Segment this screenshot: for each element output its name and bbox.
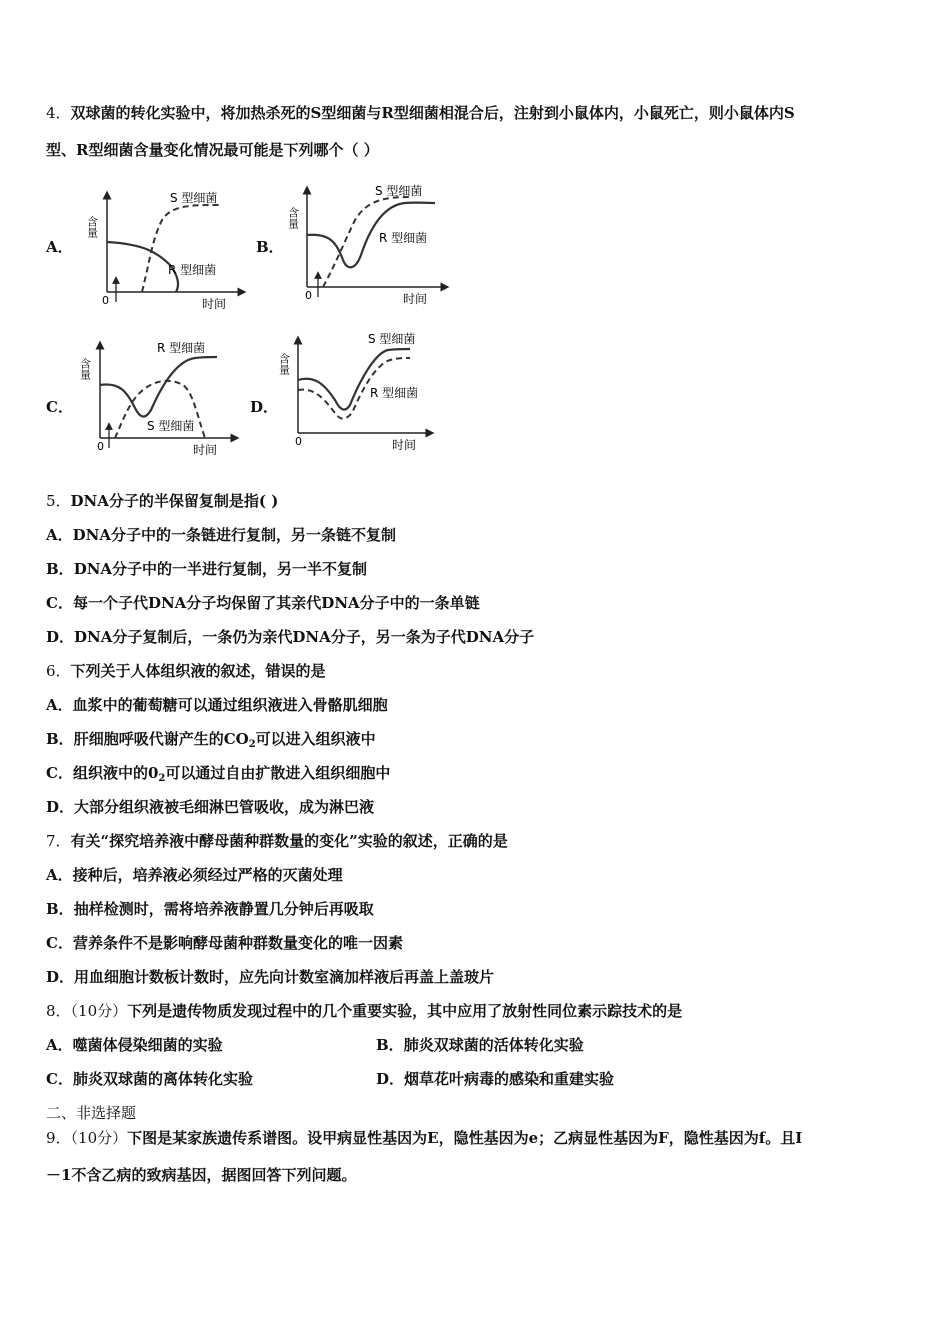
q5-option-b[interactable]: B．DNA分子中的一半进行复制，另一半不复制 (46, 560, 368, 578)
origin-label: 0 (295, 435, 302, 448)
q9-score: （10分） (70, 1129, 128, 1147)
q6-stem-text: 下列关于人体组织液的叙述，错误的是 (70, 662, 326, 680)
r-label: R 型细菌 (379, 231, 428, 245)
q4-number: 4． (46, 104, 71, 122)
s-label: S 型细菌 (368, 332, 416, 346)
q8-option-a[interactable]: A．噬菌体侵染细菌的实验 (46, 1036, 223, 1054)
r-label: R 型细菌 (168, 263, 217, 277)
q4-graph-b (285, 175, 455, 310)
q8-option-d[interactable]: D．烟草花叶病毒的感染和重建实验 (376, 1070, 615, 1088)
q4-option-d-label[interactable]: D． (250, 398, 279, 416)
q4-graph-d (277, 325, 450, 460)
q4-graph-c (75, 330, 245, 465)
x-label: 时间 (392, 438, 417, 452)
q8-score: （10分） (70, 1002, 128, 1020)
q4-option-c-label[interactable]: C． (46, 398, 73, 416)
q4-option-b-label[interactable]: B． (256, 238, 284, 256)
q7-option-c[interactable]: C．营养条件不是影响酵母菌种群数量变化的唯一因素 (46, 934, 403, 952)
q7-number: 7． (46, 832, 71, 850)
section-title: 二、非选择题 (46, 1104, 137, 1122)
q8-stem (46, 1001, 682, 1021)
origin-label: 0 (102, 294, 109, 307)
q5-option-d[interactable]: D．DNA分子复制后，一条仍为亲代DNA分子，另一条为子代DNA分子 (46, 628, 535, 646)
q9-stem-line2 (46, 1165, 356, 1185)
q5-stem-text: DNA分子的半保留复制是指( ) (70, 492, 279, 510)
q6-stem (46, 661, 326, 681)
q6-number: 6． (46, 662, 71, 680)
q9-stem-line1 (46, 1128, 802, 1148)
q5-option-a[interactable]: A．DNA分子中的一条链进行复制，另一条链不复制 (46, 526, 396, 544)
s-label: S 型细菌 (147, 419, 195, 433)
q4-option-a-label[interactable]: A． (46, 238, 73, 256)
q6-option-a[interactable]: A．血浆中的葡萄糖可以通过组织液进入骨骼肌细胞 (46, 696, 388, 714)
s-label: S 型细菌 (375, 184, 423, 198)
y-label: 含量 (286, 207, 300, 229)
x-label: 时间 (202, 297, 227, 311)
origin-label: 0 (97, 440, 104, 453)
q5-stem (46, 491, 278, 511)
q7-option-a[interactable]: A．接种后，培养液必须经过严格的灭菌处理 (46, 866, 343, 884)
q5-option-c[interactable]: C．每一个子代DNA分子均保留了其亲代DNA分子中的一条单链 (46, 594, 480, 612)
q9-number: 9． (46, 1129, 71, 1147)
q7-stem-text: 有关“探究培养液中酵母菌种群数量的变化”实验的叙述，正确的是 (70, 832, 508, 850)
q4-stem-line2 (46, 140, 379, 160)
q7-option-b[interactable]: B．抽样检测时，需将培养液静置几分钟后再吸取 (46, 900, 374, 918)
q4-stem-line1 (46, 103, 795, 123)
q9-stem-text2: －1不含乙病的致病基因，据图回答下列问题。 (46, 1166, 357, 1184)
s-bacteria-curve (142, 205, 220, 292)
y-label: 含量 (277, 353, 291, 375)
origin-label: 0 (305, 289, 312, 302)
r-label: R 型细菌 (157, 341, 206, 355)
q6-option-b[interactable]: B．肝细胞呼吸代谢产生的$CO_2$可以进入组织液中 (46, 730, 376, 750)
x-label: 时间 (193, 443, 218, 457)
s-label: S 型细菌 (170, 191, 218, 205)
q9-stem-text1: 下图是某家族遗传系谱图。设甲病显性基因为E，隐性基因为e；乙病显性基因为F，隐性基因为f。且Ⅰ (127, 1129, 803, 1147)
q8-option-c[interactable]: C．肺炎双球菌的离体转化实验 (46, 1070, 253, 1088)
y-label: 含量 (78, 358, 92, 380)
s-bacteria-curve (298, 349, 410, 410)
y-label: 含量 (85, 216, 99, 238)
q6-option-d[interactable]: D．大部分组织液被毛细淋巴管吸收，成为淋巴液 (46, 798, 375, 816)
q5-number: 5． (46, 492, 71, 510)
q7-stem (46, 831, 508, 851)
q4-graph-a (80, 180, 250, 315)
x-label: 时间 (403, 292, 428, 306)
q8-option-b[interactable]: B．肺炎双球菌的活体转化实验 (376, 1036, 584, 1054)
r-label: R 型细菌 (370, 386, 419, 400)
q8-stem-text: 下列是遗传物质发现过程中的几个重要实验，其中应用了放射性同位素示踪技术的是 (127, 1002, 683, 1020)
q4-stem-text1: 双球菌的转化实验中，将加热杀死的S型细菌与R型细菌相混合后，注射到小鼠体内，小鼠死亡，则小鼠体内S (70, 104, 795, 122)
q7-option-d[interactable]: D．用血细胞计数板计数时，应先向计数室滴加样液后再盖上盖玻片 (46, 968, 495, 986)
q6-option-c[interactable]: C．组织液中的$0_2$可以通过自由扩散进入组织细胞中 (46, 764, 391, 784)
q4-stem-text2: 型、R型细菌含量变化情况最可能是下列哪个（ ） (46, 141, 379, 159)
r-bacteria-curve (100, 357, 217, 417)
q8-number: 8． (46, 1002, 71, 1020)
